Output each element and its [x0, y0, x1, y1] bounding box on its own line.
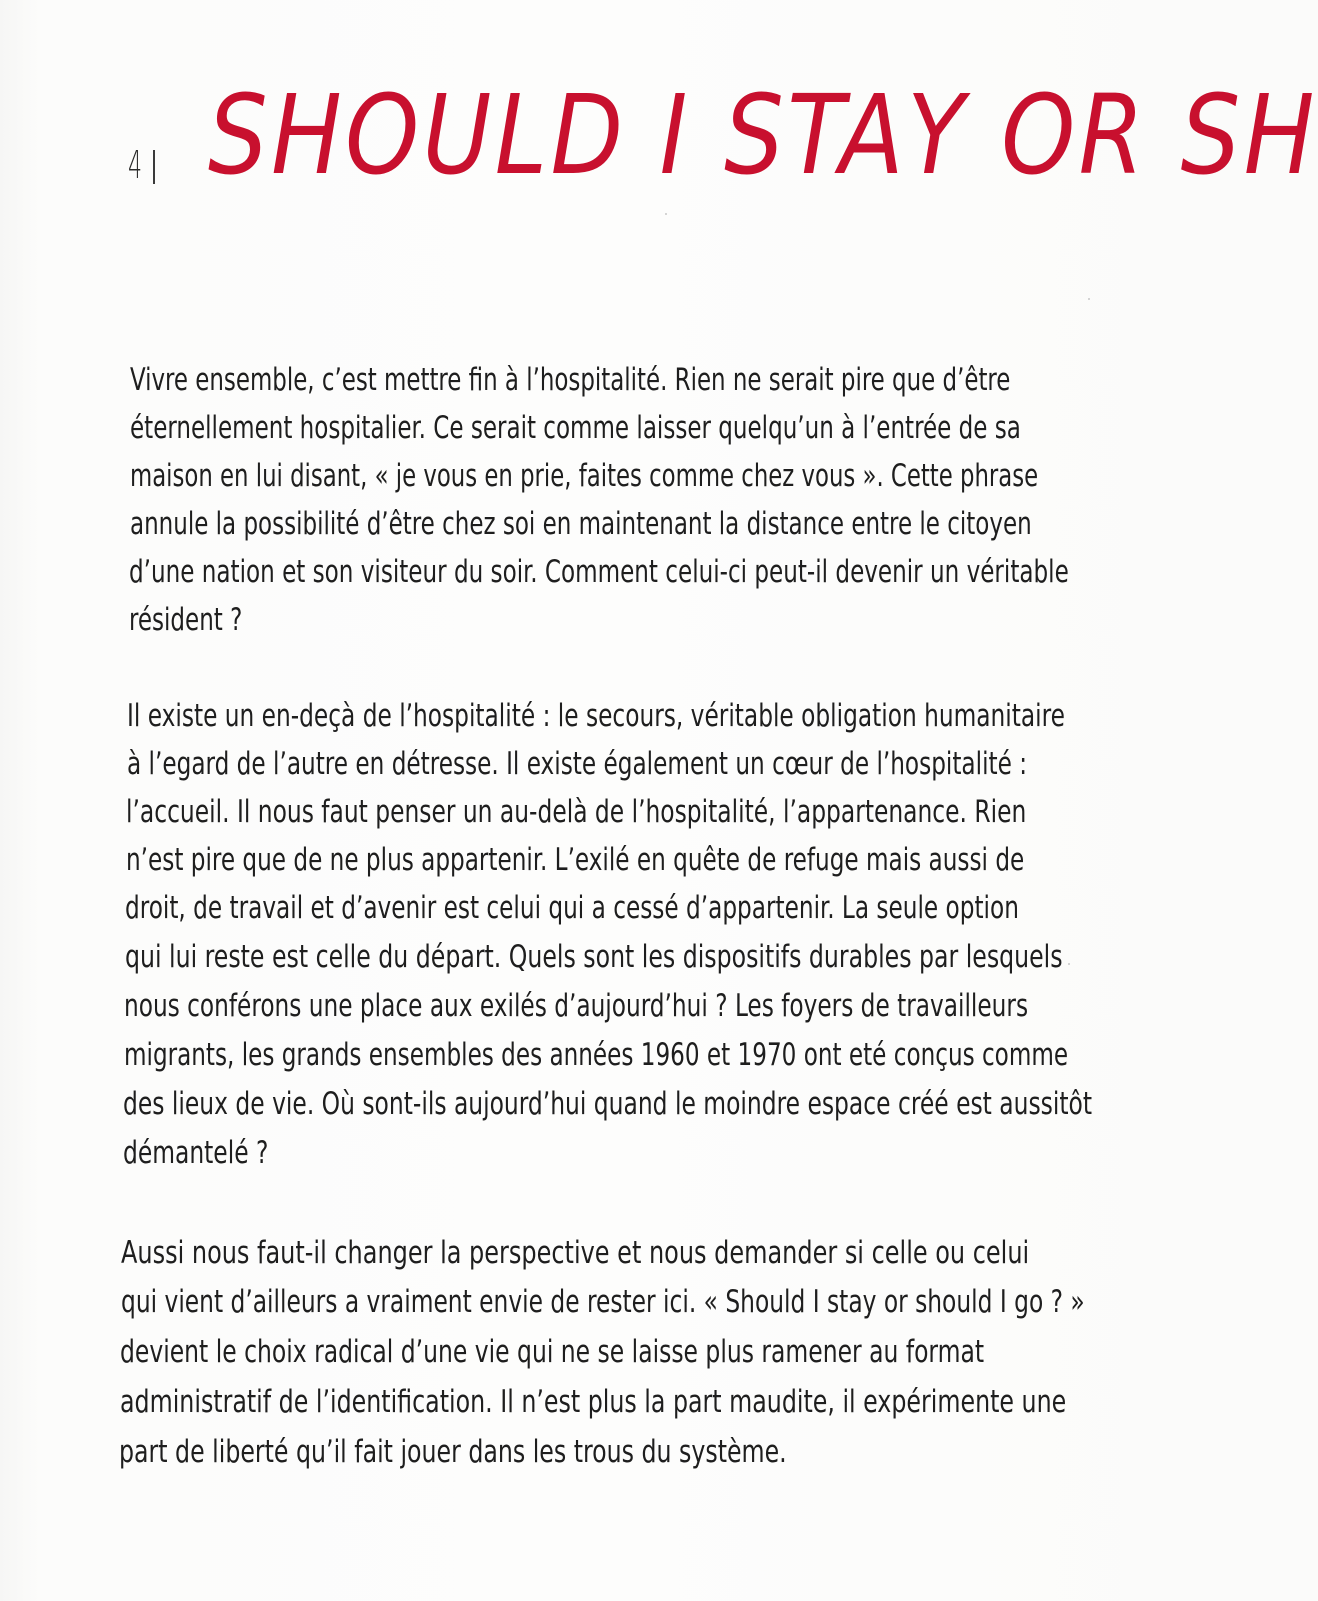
text-line: des lieux de vie. Où sont-ils aujourd’hui quand le moindre espace créé est aussitôt	[123, 1086, 1092, 1122]
paper-speck	[1068, 963, 1070, 965]
paper-speck	[1088, 298, 1090, 300]
section-number: 4	[128, 143, 143, 187]
text-line: l’accueil. Il nous faut penser un au-delà de l’hospitalité, l’appartenance. Rien	[126, 794, 1027, 830]
text-line: administratif de l’identification. Il n’est plus la part maudite, il expérimente une	[120, 1384, 1067, 1420]
text-line: n’est pire que de ne plus appartenir. L’exilé en quête de refuge mais aussi de	[126, 842, 1025, 878]
text-line: Aussi nous faut-il changer la perspective et nous demander si celle ou celui	[121, 1235, 1030, 1271]
text-line: migrants, les grands ensembles des années 1960 et 1970 ont eté conçus comme	[124, 1037, 1069, 1073]
section-divider	[153, 150, 155, 184]
text-line: à l’egard de l’autre en détresse. Il existe également un cœur de l’hospitalité :	[127, 746, 1028, 782]
text-line: démantelé ?	[123, 1135, 269, 1171]
text-line: éternellement hospitalier. Ce serait comme laisser quelqu’un à l’entrée de sa	[130, 410, 1021, 446]
text-line: Il existe un en-deçà de l’hospitalité : le secours, véritable obligation humanitaire	[127, 698, 1065, 734]
text-line: droit, de travail et d’avenir est celui qui a cessé d’appartenir. La seule option	[125, 890, 1019, 926]
text-line: part de liberté qu’il fait jouer dans les trous du système.	[119, 1434, 787, 1470]
text-line: qui lui reste est celle du départ. Quels sont les dispositifs durables par lesquels	[125, 939, 1063, 975]
chapter-title: SHOULD I STAY OR SH	[208, 71, 1318, 199]
text-line: résident ?	[129, 602, 243, 638]
text-line: nous conférons une place aux exilés d’aujourd’hui ? Les foyers de travailleurs	[124, 988, 1029, 1024]
text-line: annule la possibilité d’être chez soi en maintenant la distance entre le citoyen	[130, 506, 1032, 542]
text-line: qui vient d’ailleurs a vraiment envie de rester ici. « Should I stay or should I go ? »	[121, 1284, 1085, 1320]
text-line: devient le choix radical d’une vie qui ne se laisse plus ramener au format	[120, 1334, 985, 1370]
text-line: maison en lui disant, « je vous en prie, faites comme chez vous ». Cette phrase	[130, 458, 1039, 494]
text-line: d’une nation et son visiteur du soir. Comment celui-ci peut-il devenir un véritable	[129, 554, 1069, 590]
paper-speck	[665, 213, 667, 215]
text-line: Vivre ensemble, c’est mettre fin à l’hospitalité. Rien ne serait pire que d’être	[130, 362, 1011, 398]
